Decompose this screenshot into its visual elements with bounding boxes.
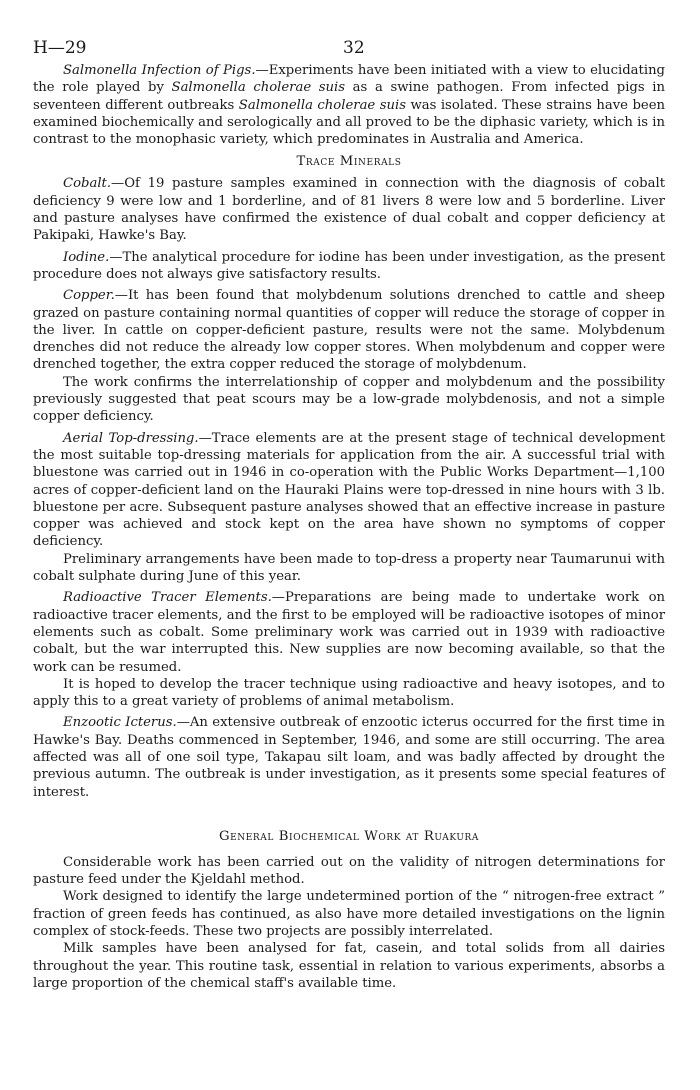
icterus-paragraph xyxy=(33,714,665,800)
copper-text: —It has been found that molybdenum solutions drenched to cattle and sheep grazed on pasture containing normal quantities of copper will reduce the storage of copper in the liver. In cattle on copper-deficient pasture, results were not the same. Molybdenum drenches did not reduce the already low copper stores. When molybdenum and copper were drenched together, the extra copper reduced the storage of molybdenum. xyxy=(33,288,665,373)
copper-paragraph xyxy=(33,287,665,373)
radioactive-lead: Radioactive Tracer Elements. xyxy=(63,590,272,606)
cobalt-paragraph xyxy=(33,175,665,244)
salmonella-organism-1: Salmonella cholerae suis xyxy=(171,80,346,96)
iodine-lead: Iodine. xyxy=(63,249,110,265)
general-paragraph-1: Considerable work has been carried out on the validity of nitrogen determinations for pasture feed under the Kjeldahl method. xyxy=(33,854,665,888)
radioactive-text: —Preparations are being made to undertake work on radioactive tracer elements, and the first to be employed will be radioactive isotopes of minor elements such as cobalt. Some preliminary work was carried out in 1939 with radioactive cobalt, but the war interrupted this. New supplies are now becoming available, so that the work can be resumed. xyxy=(33,590,666,675)
salmonella-text-2: as a swine pathogen. From infected pigs in seventeen different outbreaks xyxy=(33,80,665,113)
aerial-lead: Aerial Top-dressing. xyxy=(63,430,199,446)
page-number: 32 xyxy=(343,38,365,58)
aerial-text: —Trace elements are at the present stage of technical development the most suitable top-dressing materials for application from the air. A successful trial with bluestone was carried out in 1946 in co-operation with the Public Works Department—1,100 acres of copper-deficient land on the Hauraki Plains were top-dressed in nine hours with 3 lb. bluestone per acre. Subsequent pasture analyses showed that an effective increase in pasture copper was achieved and stock kept on the area have shown no symptoms of copper deficiency. xyxy=(33,430,665,550)
general-paragraph-3: Milk samples have been analysed for fat, casein, and total solids from all dairies throughout the year. This routine task, essential in relation to various experiments, absorbs a large proportion of the chemical staff's available time. xyxy=(33,941,665,991)
iodine-text: —The analytical procedure for iodine has been under investigation, as the present procedure does not always give satisfactory results. xyxy=(33,249,665,282)
document-page xyxy=(33,38,665,992)
document-code: H—29 xyxy=(33,38,87,58)
page-header xyxy=(33,38,665,62)
salmonella-lead: Salmonella Infection of Pigs. xyxy=(63,63,256,78)
salmonella-organism-2: Salmonella cholerae suis xyxy=(238,97,406,113)
iodine-paragraph xyxy=(33,249,665,284)
copper-lead: Copper. xyxy=(63,288,115,304)
aerial-paragraph xyxy=(33,430,665,551)
radioactive-paragraph xyxy=(33,589,665,675)
section-heading-trace-minerals: Trace Minerals xyxy=(296,154,402,170)
salmonella-text-1: —Experiments have been initiated with a view to elucidating the role played by xyxy=(33,63,665,96)
icterus-lead: Enzootic Icterus. xyxy=(63,715,177,731)
general-paragraph-2: Work designed to identify the large undetermined portion of the “ nitrogen-free extract ” fraction of green feeds has continued, as also have more detailed investigations on the lignin complex of stock-feeds. These two projects are possibly interrelated. xyxy=(33,889,665,940)
icterus-text: —An extensive outbreak of enzootic icterus occurred for the first time in Hawke's Bay. Deaths commenced in September, 1946, and some are still occurring. The area affected was all of one soil type, Takapau silt loam, and was badly affected by drought the previous autumn. The outbreak is under investigation, as it presents some special features of interest. xyxy=(33,715,666,800)
cobalt-lead: Cobalt. xyxy=(63,176,112,192)
cobalt-text: —Of 19 pasture samples examined in connection with the diagnosis of cobalt deficiency 9 were low and 1 borderline, and of 81 livers 8 were low and 5 borderline. Liver and pasture analyses have confirmed the existence of dual cobalt and copper deficiency at Pakipaki, Hawke's Bay. xyxy=(33,176,665,244)
radioactive-paragraph-2: It is hoped to develop the tracer technique using radioactive and heavy isotopes, and to apply this to a great variety of problems of animal metabolism. xyxy=(33,676,665,710)
aerial-paragraph-2: Preliminary arrangements have been made to top-dress a property near Taumarunui with cobalt sulphate during June of this year. xyxy=(33,551,665,585)
salmonella-text-3: was isolated. These strains have been examined biochemically and serologically and all proved to be the diphasic variety, which is in contrast to the monophasic variety, which predominates in Australia and America. xyxy=(33,97,666,148)
copper-paragraph-2: The work confirms the interrelationship of copper and molybdenum and the possibility previously suggested that peat scours may be a low-grade molybdenosis, and not a simple copper deficiency. xyxy=(33,374,665,425)
salmonella-paragraph xyxy=(33,62,665,148)
section-heading-general-work: General Biochemical Work at Ruakura xyxy=(218,828,480,844)
